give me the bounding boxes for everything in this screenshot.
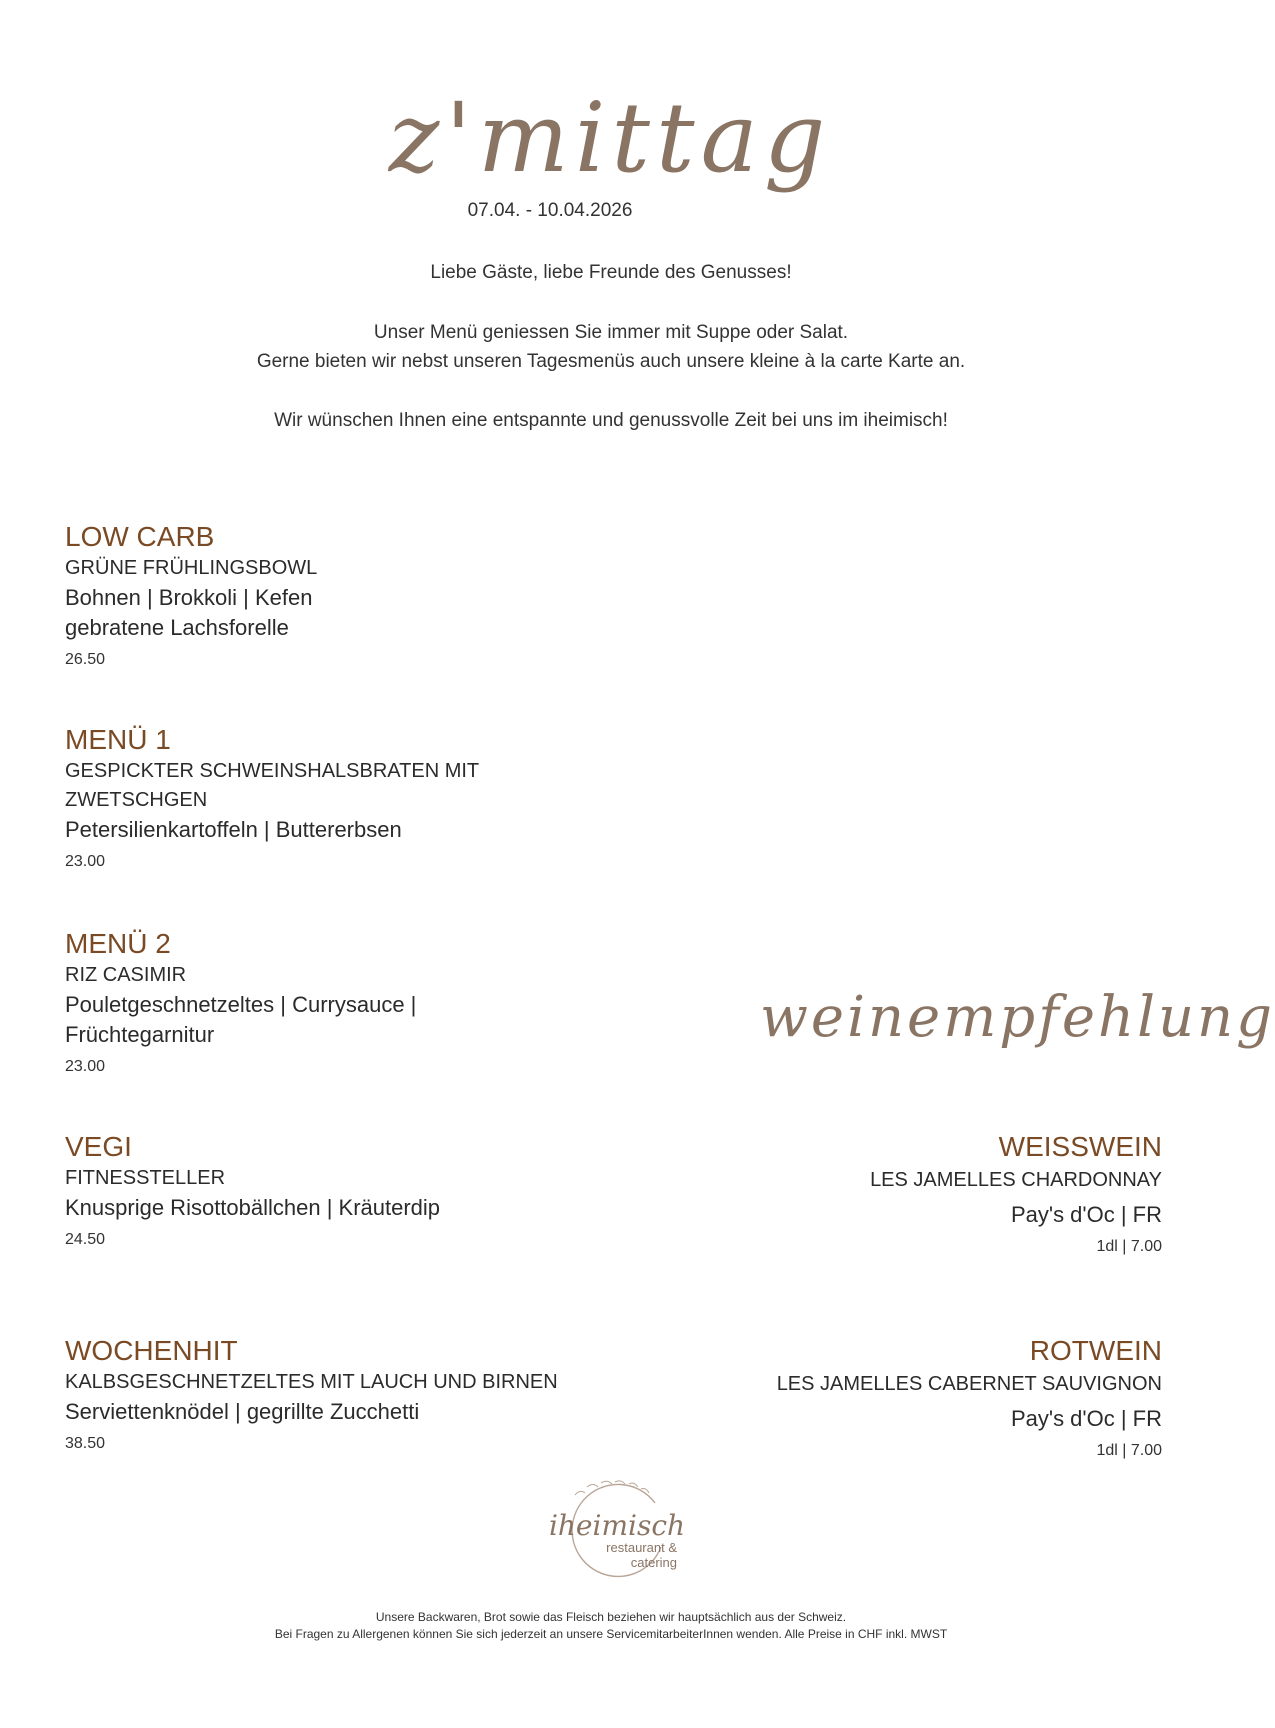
- menu-dish: ZWETSCHGEN: [65, 789, 208, 811]
- menu-description: Knusprige Risottobällchen | Kräuterdip: [65, 1195, 441, 1220]
- menu-dish: KALBSGESCHNETZELTES MIT LAUCH UND BIRNEN: [65, 1371, 558, 1393]
- menu-price: 23.00: [65, 853, 106, 870]
- menu-description: Petersilienkartoffeln | Buttererbsen: [65, 817, 402, 842]
- wine-price: 1dl | 7.00: [1096, 1442, 1162, 1459]
- intro-line-4: Wir wünschen Ihnen eine entspannte und genussvolle Zeit bei uns im iheimisch!: [274, 410, 948, 431]
- intro-line-2: Unser Menü geniessen Sie immer mit Suppe oder Salat.: [373, 322, 849, 343]
- wine-heading: weinempfehlung: [760, 985, 1275, 1050]
- menu-description: Früchtegarnitur: [65, 1022, 215, 1047]
- menu-dish: RIZ CASIMIR: [65, 964, 187, 986]
- wine-category: WEISSWEIN: [998, 1131, 1162, 1162]
- wine-origin: Pay's d'Oc | FR: [1010, 1406, 1162, 1431]
- wine-name: LES JAMELLES CHARDONNAY: [870, 1169, 1162, 1191]
- menu-item-low-carb: [65, 520, 685, 669]
- logo-wordmark: iheimisch: [548, 1509, 686, 1542]
- wine-price: 1dl | 7.00: [1096, 1238, 1162, 1255]
- menu-price: 38.50: [65, 1435, 106, 1452]
- logo-subtitle-1: restaurant &: [606, 1540, 677, 1555]
- menu-item-vegi: [65, 1130, 685, 1249]
- menu-dish: GRÜNE FRÜHLINGSBOWL: [65, 557, 318, 579]
- menu-price: 26.50: [65, 651, 106, 668]
- menu-description: Bohnen | Brokkoli | Kefen: [65, 585, 313, 610]
- logo-wreath-icon: [535, 1475, 695, 1585]
- menu-price: 24.50: [65, 1231, 106, 1248]
- menu-item-menu-2: [65, 927, 685, 1076]
- wine-category: ROTWEIN: [1029, 1335, 1162, 1366]
- menu-category: LOW CARB: [65, 521, 215, 552]
- menu-category: VEGI: [65, 1131, 132, 1162]
- page-title: z'mittag: [388, 82, 832, 194]
- wine-origin: Pay's d'Oc | FR: [1010, 1202, 1162, 1227]
- intro-greeting: Liebe Gäste, liebe Freunde des Genusses!: [430, 262, 792, 283]
- menu-item-wochenhit: [65, 1334, 685, 1453]
- restaurant-logo: [535, 1475, 695, 1585]
- menu-item-menu-1: [65, 723, 685, 871]
- date-range: 07.04. - 10.04.2026: [467, 200, 633, 221]
- menu-description: Serviettenknödel | gegrillte Zucchetti: [65, 1399, 420, 1424]
- wine-item-white: [602, 1130, 1162, 1256]
- logo-subtitle-2: catering: [630, 1555, 677, 1570]
- intro-line-3: Gerne bieten wir nebst unseren Tagesmenüs auch unsere kleine à la carte Karte an.: [256, 351, 966, 372]
- menu-description: Pouletgeschnetzeltes | Currysauce |: [65, 992, 417, 1017]
- menu-category: WOCHENHIT: [65, 1335, 238, 1366]
- footer-line-2: Bei Fragen zu Allergenen können Sie sich jederzeit an unsere ServicemitarbeiterInnen wenden. Alle Preise in CHF inkl. MWST: [274, 1627, 948, 1641]
- menu-dish: GESPICKTER SCHWEINSHALSBRATEN MIT: [65, 760, 480, 782]
- wine-name: LES JAMELLES CABERNET SAUVIGNON: [776, 1373, 1162, 1395]
- footer-line-1: Unsere Backwaren, Brot sowie das Fleisch beziehen wir hauptsächlich aus der Schweiz.: [375, 1610, 847, 1624]
- menu-category: MENÜ 2: [65, 928, 171, 959]
- menu-dish: FITNESSTELLER: [65, 1167, 226, 1189]
- wine-item-red: [602, 1334, 1162, 1460]
- menu-price: 23.00: [65, 1058, 106, 1075]
- menu-category: MENÜ 1: [65, 724, 171, 755]
- menu-description: gebratene Lachsforelle: [65, 615, 289, 640]
